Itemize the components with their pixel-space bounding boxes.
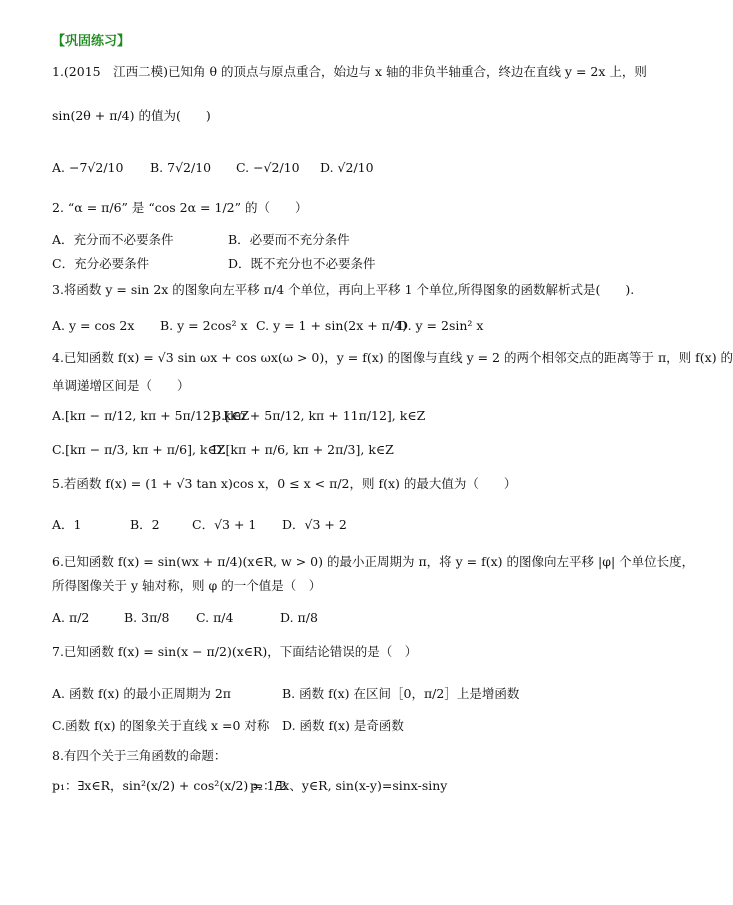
q5-option-b: B．2: [130, 517, 160, 532]
q2-option-b: B．必要而不充分条件: [228, 232, 350, 247]
q1-option-d: D. √2/10: [320, 160, 374, 175]
question-7-stem: 7.已知函数 f(x) = sin(x − π/2)(x∈R)，下面结论错误的是（ ）: [52, 644, 418, 659]
q7-option-c: C.函数 f(x) 的图象关于直线 x =0 对称: [52, 718, 270, 733]
q7-option-a: A. 函数 f(x) 的最小正周期为 2π: [52, 686, 231, 701]
question-3-stem: 3.将函数 y = sin 2x 的图象向左平移 π/4 个单位，再向上平移 1 个单位,所得图象的函数解析式是( ).: [52, 282, 635, 297]
q1-option-b: B. 7√2/10: [150, 160, 212, 175]
question-1-line-1: 1.(2015 江西二模)已知角 θ 的顶点与原点重合，始边与 x 轴的非负半轴重合，终边在直线 y = 2x 上，则: [52, 64, 647, 79]
q1-option-c: C. −√2/10: [236, 160, 300, 175]
q3-option-a: A. y = cos 2x: [52, 318, 135, 333]
q4-option-d: D.[kπ + π/6, kπ + 2π/3], k∈Z: [212, 442, 394, 457]
section-title: 【巩固练习】: [52, 34, 131, 49]
q6-option-b: B. 3π/8: [124, 610, 170, 625]
q1-option-a: A. −7√2/10: [52, 160, 124, 175]
q6-option-c: C. π/4: [196, 610, 234, 625]
question-5-stem: 5.若函数 f(x) = (1 + √3 tan x)cos x，0 ≤ x < π/2，则 f(x) 的最大值为（ ）: [52, 476, 517, 491]
q4-option-b: B.[kπ + 5π/12, kπ + 11π/12], k∈Z: [212, 408, 426, 423]
q3-option-d: D. y = 2sin² x: [398, 318, 484, 333]
q6-option-a: A. π/2: [52, 610, 90, 625]
question-6-line-2: 所得图像关于 y 轴对称，则 φ 的一个值是（ ）: [52, 578, 322, 593]
q5-option-d: D．√3 + 2: [282, 517, 347, 532]
q8-proposition-p1: p₁：∃x∈R，sin²(x/2) + cos²(x/2) = 1/2: [52, 778, 287, 793]
q2-option-d: D．既不充分也不必要条件: [228, 256, 376, 271]
question-8-stem: 8.有四个关于三角函数的命题：: [52, 748, 227, 763]
q4-option-c: C.[kπ − π/3, kπ + π/6], k∈Z: [52, 442, 226, 457]
q5-option-c: C．√3 + 1: [192, 517, 257, 532]
q7-option-d: D. 函数 f(x) 是奇函数: [282, 718, 404, 733]
question-4-line-2: 单调递增区间是（ ）: [52, 378, 190, 393]
question-6-line-1: 6.已知函数 f(x) = sin(wx + π/4)(x∈R, w > 0) 的最小正周期为 π，将 y = f(x) 的图像向左平移 |φ| 个单位长度，: [52, 554, 695, 569]
q5-option-a: A．1: [52, 517, 82, 532]
q2-option-c: C．充分必要条件: [52, 256, 150, 271]
q3-option-b: B. y = 2cos² x: [160, 318, 248, 333]
q4-option-a: A.[kπ − π/12, kπ + 5π/12], k∈Z: [52, 408, 250, 423]
question-4-line-1: 4.已知函数 f(x) = √3 sin ωx + cos ωx(ω > 0)，y = f(x) 的图像与直线 y = 2 的两个相邻交点的距离等于 π，则 f(x) 的: [52, 350, 733, 365]
q8-proposition-p2: p₂：∃x、y∈R, sin(x-y)=sinx-siny: [250, 778, 448, 793]
q3-option-c: C. y = 1 + sin(2x + π/4): [256, 318, 407, 333]
question-2-stem: 2. “α = π/6” 是 “cos 2α = 1/2” 的（ ）: [52, 200, 308, 215]
question-1-line-2: sin(2θ + π/4) 的值为( ): [52, 108, 211, 123]
q6-option-d: D. π/8: [280, 610, 318, 625]
q2-option-a: A．充分而不必要条件: [52, 232, 174, 247]
q7-option-b: B. 函数 f(x) 在区间［0，π/2］上是增函数: [282, 686, 520, 701]
